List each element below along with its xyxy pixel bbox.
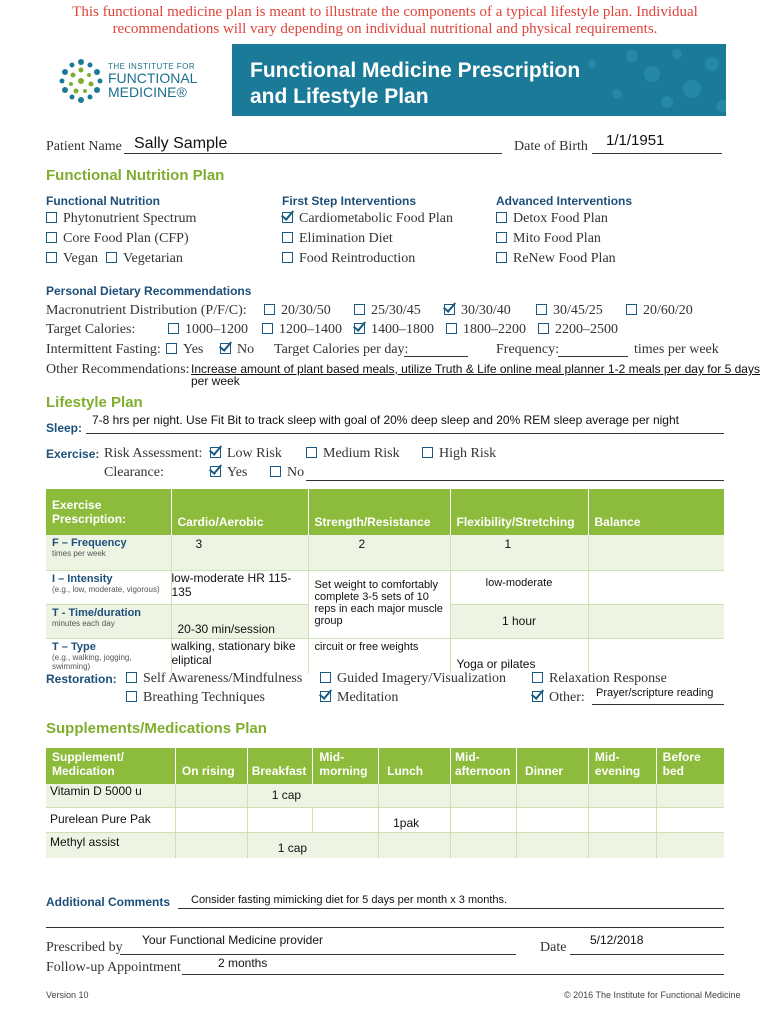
supplements-header bbox=[46, 748, 724, 784]
checkbox[interactable] bbox=[126, 672, 137, 683]
checkbox[interactable] bbox=[422, 447, 433, 458]
cell-balance-intensity[interactable] bbox=[588, 570, 724, 604]
cell-flex-time[interactable]: 1 hour bbox=[450, 604, 588, 638]
dose-cell[interactable] bbox=[247, 807, 313, 832]
cell-balance-frequency[interactable] bbox=[588, 535, 724, 570]
checkbox[interactable] bbox=[282, 232, 293, 243]
date-value[interactable]: 5/12/2018 bbox=[590, 933, 644, 947]
cell-cardio-time[interactable]: 20-30 min/session bbox=[171, 604, 308, 638]
calorie-option[interactable]: 2200–2500 bbox=[538, 322, 618, 338]
dose-cell[interactable] bbox=[588, 807, 656, 832]
exercise-table-header bbox=[46, 489, 724, 535]
dob-line bbox=[592, 152, 722, 154]
nutrition-section-title: Functional Nutrition Plan bbox=[46, 167, 225, 184]
supplement-name[interactable]: Methyl assist bbox=[46, 832, 175, 858]
fasting-yes[interactable]: Yes bbox=[166, 342, 203, 358]
dose-cell-lunch[interactable]: 1pak bbox=[379, 807, 451, 832]
dose-cell[interactable] bbox=[175, 807, 247, 832]
macro-option[interactable]: 30/45/25 bbox=[536, 303, 603, 319]
restoration-other[interactable]: Other: bbox=[532, 690, 585, 706]
sleep-line bbox=[86, 432, 724, 434]
header-before-bed: Before bed bbox=[662, 750, 701, 778]
cell-flex-intensity[interactable]: low-moderate bbox=[450, 570, 588, 604]
option-elimination-diet[interactable]: Elimination Diet bbox=[282, 231, 393, 247]
checkbox[interactable] bbox=[496, 232, 507, 243]
dose-cell[interactable] bbox=[175, 832, 247, 858]
checkbox-checked[interactable] bbox=[532, 691, 543, 702]
checkbox[interactable] bbox=[46, 252, 57, 263]
frequency-line[interactable] bbox=[558, 355, 628, 357]
copyright-text: © 2016 The Institute for Functional Medicine bbox=[564, 990, 741, 1000]
calories-label: Target Calories: bbox=[46, 322, 136, 337]
checkbox[interactable] bbox=[536, 304, 547, 315]
disclaimer: This functional medicine plan is meant to illustrate the components of a typical lifestyle plan. Individual recommendations will vary depending on individual nutritional and physical requirements. bbox=[72, 4, 698, 37]
cell-flex-type[interactable]: Yoga or pilates bbox=[450, 638, 588, 673]
date-label: Date bbox=[540, 940, 567, 955]
dose-cell[interactable] bbox=[379, 784, 451, 807]
header-mid-evening: Mid-evening bbox=[588, 748, 656, 784]
dose-cell[interactable] bbox=[656, 784, 724, 807]
clearance-line bbox=[306, 479, 724, 481]
prescribed-value[interactable]: Your Functional Medicine provider bbox=[142, 933, 323, 947]
cell-strength-intensity[interactable]: Set weight to comfortably complete 3-5 sets of 10 reps in each major muscle group bbox=[308, 570, 450, 638]
checkbox-checked[interactable] bbox=[444, 304, 455, 315]
cell-flex-frequency[interactable]: 1 bbox=[450, 535, 588, 570]
exercise-table bbox=[46, 489, 724, 673]
checkbox[interactable] bbox=[166, 343, 177, 354]
diet-heading: Personal Dietary Recommendations bbox=[46, 284, 252, 298]
version-text: Version 10 bbox=[46, 990, 89, 1000]
date-line bbox=[570, 953, 724, 955]
cell-cardio-frequency[interactable]: 3 bbox=[171, 535, 308, 570]
header-mid-afternoon: Mid-afternoon bbox=[450, 748, 516, 784]
target-calories-line[interactable] bbox=[404, 355, 468, 357]
checkbox-checked[interactable] bbox=[210, 466, 221, 477]
row-label-type: T – Type bbox=[52, 640, 96, 653]
patient-name-label: Patient Name bbox=[46, 139, 122, 154]
checkbox[interactable] bbox=[354, 304, 365, 315]
table-row bbox=[46, 784, 724, 807]
comments-line-1 bbox=[178, 907, 724, 909]
table-row: T – Type (e.g., walking, jogging, swimming) walking, stationary bike eliptical circuit or free weights Yoga or pilates bbox=[46, 638, 724, 673]
row-label-time: T - Time/duration bbox=[52, 606, 142, 619]
cell-balance-time[interactable] bbox=[588, 604, 724, 638]
dose-cell[interactable] bbox=[450, 832, 516, 858]
checkbox-checked[interactable] bbox=[210, 447, 221, 458]
dose-cell[interactable] bbox=[379, 832, 451, 858]
option-phytonutrient[interactable]: Phytonutrient Spectrum bbox=[46, 211, 196, 227]
checkbox[interactable] bbox=[168, 323, 179, 334]
option-mito[interactable]: Mito Food Plan bbox=[496, 231, 601, 247]
restoration-breathing[interactable]: Breathing Techniques bbox=[126, 690, 265, 706]
clearance-yes[interactable]: Yes bbox=[210, 465, 247, 481]
restoration-label: Restoration: bbox=[46, 672, 117, 686]
header-breakfast: Breakfast bbox=[247, 748, 313, 784]
calorie-option[interactable]: 1000–1200 bbox=[168, 322, 248, 338]
calorie-option[interactable]: 1200–1400 bbox=[262, 322, 342, 338]
other-recs-line2[interactable]: per week bbox=[191, 374, 240, 388]
risk-assessment-label: Risk Assessment: bbox=[104, 446, 203, 461]
checkbox[interactable] bbox=[282, 252, 293, 263]
option-renew[interactable]: ReNew Food Plan bbox=[496, 251, 616, 267]
table-row bbox=[46, 832, 724, 858]
target-calories-per-day-label: Target Calories per day: bbox=[274, 342, 409, 357]
dob-label: Date of Birth bbox=[514, 139, 588, 154]
option-core-food-plan[interactable]: Core Food Plan (CFP) bbox=[46, 231, 189, 247]
row-label-intensity: I – Intensity bbox=[52, 572, 113, 585]
calorie-option[interactable]: 1800–2200 bbox=[446, 322, 526, 338]
checkbox[interactable] bbox=[264, 304, 275, 315]
risk-high[interactable]: High Risk bbox=[422, 446, 496, 462]
calorie-option[interactable]: 1400–1800 bbox=[354, 322, 434, 338]
patient-name-value[interactable]: Sally Sample bbox=[134, 135, 228, 152]
fasting-label: Intermittent Fasting: bbox=[46, 342, 161, 357]
restoration-self-awareness[interactable]: Self Awareness/Mindfulness bbox=[126, 671, 302, 687]
fasting-no[interactable]: No bbox=[220, 342, 254, 358]
cell-strength-type[interactable]: circuit or free weights bbox=[308, 638, 450, 673]
ifm-logo-icon bbox=[56, 56, 106, 106]
dose-cell[interactable] bbox=[588, 832, 656, 858]
cell-balance-type[interactable] bbox=[588, 638, 724, 673]
supplement-name[interactable]: Vitamin D 5000 u bbox=[46, 784, 175, 807]
row-label-frequency: F – Frequency bbox=[52, 537, 127, 549]
dose-cell[interactable] bbox=[450, 807, 516, 832]
checkbox-checked[interactable] bbox=[282, 212, 293, 223]
supplements-section-title: Supplements/Medications Plan bbox=[46, 720, 267, 737]
dose-cell-breakfast[interactable]: 1 cap bbox=[247, 832, 378, 858]
logo-text: THE INSTITUTE FOR FUNCTIONAL MEDICINE® bbox=[108, 62, 198, 100]
clearance-no[interactable]: No bbox=[270, 465, 304, 481]
page-title: Functional Medicine Prescription and Lifestyle Plan bbox=[250, 59, 581, 108]
restoration-other-value[interactable]: Prayer/scripture reading bbox=[596, 687, 714, 699]
restoration-meditation[interactable]: Meditation bbox=[320, 690, 398, 706]
dose-cell[interactable] bbox=[656, 832, 724, 858]
first-step-heading: First Step Interventions bbox=[282, 194, 417, 208]
followup-label: Follow-up Appointment bbox=[46, 960, 181, 975]
checkbox[interactable] bbox=[306, 447, 317, 458]
followup-value[interactable]: 2 months bbox=[218, 956, 268, 970]
option-vegan[interactable]: Vegan bbox=[46, 251, 98, 267]
restoration-other-line bbox=[592, 703, 724, 705]
other-recs-line1[interactable]: Increase amount of plant based meals, utilize Truth & Life online meal planner 1-2 meals per day for 5 days bbox=[191, 362, 760, 376]
comments-line-2 bbox=[46, 926, 724, 928]
dose-cell[interactable] bbox=[517, 784, 589, 807]
macro-label: Macronutrient Distribution (P/F/C): bbox=[46, 303, 247, 318]
option-detox[interactable]: Detox Food Plan bbox=[496, 211, 608, 227]
exercise-label: Exercise: bbox=[46, 447, 100, 461]
checkbox[interactable] bbox=[496, 212, 507, 223]
checkbox[interactable] bbox=[46, 232, 57, 243]
risk-medium[interactable]: Medium Risk bbox=[306, 446, 400, 462]
cell-cardio-intensity[interactable]: low-moderate HR 115-135 bbox=[171, 570, 308, 604]
cell-strength-frequency[interactable]: 2 bbox=[308, 535, 450, 570]
table-row: T - Time/duration minutes each day 20-30 min/session 1 hour bbox=[46, 604, 724, 638]
risk-low[interactable]: Low Risk bbox=[210, 446, 282, 462]
comments-label: Additional Comments bbox=[46, 895, 171, 909]
dose-cell[interactable] bbox=[588, 784, 656, 807]
table-row: I – Intensity (e.g., low, moderate, vigorous) low-moderate HR 115-135 Set weight to comfortably complete 3-5 sets of 10 reps in each major muscle group low-moderate bbox=[46, 570, 724, 604]
macro-option[interactable]: 20/60/20 bbox=[626, 303, 693, 319]
checkbox-checked[interactable] bbox=[220, 343, 231, 354]
header-supplement: Supplement/ Medication bbox=[46, 748, 175, 784]
checkbox[interactable] bbox=[126, 691, 137, 702]
followup-line bbox=[182, 973, 724, 975]
restoration-guided-imagery[interactable]: Guided Imagery/Visualization bbox=[320, 671, 506, 687]
frequency-label: Frequency: bbox=[496, 342, 559, 357]
sleep-label: Sleep: bbox=[46, 421, 83, 435]
table-row bbox=[46, 807, 724, 832]
comments-value[interactable]: Consider fasting mimicking diet for 5 days per month x 3 months. bbox=[191, 894, 508, 906]
checkbox[interactable] bbox=[46, 212, 57, 223]
checkbox[interactable] bbox=[626, 304, 637, 315]
header-flexibility: Flexibility/Stretching bbox=[450, 489, 588, 535]
header-cardio: Cardio/Aerobic bbox=[171, 489, 308, 535]
header-mid-morning: Mid-morning bbox=[313, 748, 379, 784]
checkbox[interactable] bbox=[532, 672, 543, 683]
header-balance: Balance bbox=[594, 515, 641, 529]
table-row: F – Frequency times per week 3 2 1 bbox=[46, 535, 724, 570]
functional-nutrition-heading: Functional Nutrition bbox=[46, 194, 160, 208]
header-lunch: Lunch bbox=[379, 748, 451, 784]
other-recs-label: Other Recommendations: bbox=[46, 362, 190, 377]
header-on-rising: On rising bbox=[175, 748, 247, 784]
restoration-relaxation[interactable]: Relaxation Response bbox=[532, 671, 667, 687]
frequency-suffix: times per week bbox=[634, 342, 719, 357]
macro-option[interactable]: 30/30/40 bbox=[444, 303, 511, 319]
supplements-table bbox=[46, 748, 724, 858]
supplement-name[interactable]: Purelean Pure Pak bbox=[46, 807, 175, 832]
checkbox[interactable] bbox=[496, 252, 507, 263]
checkbox[interactable] bbox=[106, 252, 117, 263]
dose-cell[interactable] bbox=[450, 784, 516, 807]
macro-option[interactable]: 25/30/45 bbox=[354, 303, 421, 319]
dob-value[interactable]: 1/1/1951 bbox=[606, 132, 665, 149]
sleep-value[interactable]: 7-8 hrs per night. Use Fit Bit to track sleep with goal of 20% deep sleep and 20% REM sleep average per night bbox=[92, 413, 679, 427]
cell-cardio-type[interactable]: walking, stationary bike eliptical bbox=[171, 638, 308, 673]
checkbox[interactable] bbox=[446, 323, 457, 334]
dose-cell-breakfast[interactable]: 1 cap bbox=[247, 784, 378, 807]
header-exercise-prescription: Exercise Prescription: bbox=[46, 489, 171, 535]
header-dinner: Dinner bbox=[517, 748, 589, 784]
dose-cell[interactable] bbox=[517, 807, 589, 832]
macro-option[interactable]: 20/30/50 bbox=[264, 303, 331, 319]
checkbox[interactable] bbox=[538, 323, 549, 334]
advanced-heading: Advanced Interventions bbox=[496, 194, 633, 208]
option-vegetarian[interactable]: Vegetarian bbox=[106, 251, 183, 267]
checkbox-checked[interactable] bbox=[354, 323, 365, 334]
dose-cell[interactable] bbox=[656, 807, 724, 832]
checkbox[interactable] bbox=[270, 466, 281, 477]
clearance-label: Clearance: bbox=[104, 465, 164, 480]
checkbox[interactable] bbox=[320, 672, 331, 683]
checkbox[interactable] bbox=[262, 323, 273, 334]
checkbox-checked[interactable] bbox=[320, 691, 331, 702]
dose-cell[interactable] bbox=[517, 832, 589, 858]
option-food-reintroduction[interactable]: Food Reintroduction bbox=[282, 251, 415, 267]
header-strength: Strength/Resistance bbox=[308, 489, 450, 535]
prescribed-line bbox=[120, 953, 516, 955]
dose-cell[interactable] bbox=[175, 784, 247, 807]
prescribed-label: Prescribed by bbox=[46, 940, 123, 955]
option-cardiometabolic[interactable]: Cardiometabolic Food Plan bbox=[282, 211, 453, 227]
dose-cell[interactable] bbox=[313, 807, 379, 832]
lifestyle-section-title: Lifestyle Plan bbox=[46, 394, 143, 411]
